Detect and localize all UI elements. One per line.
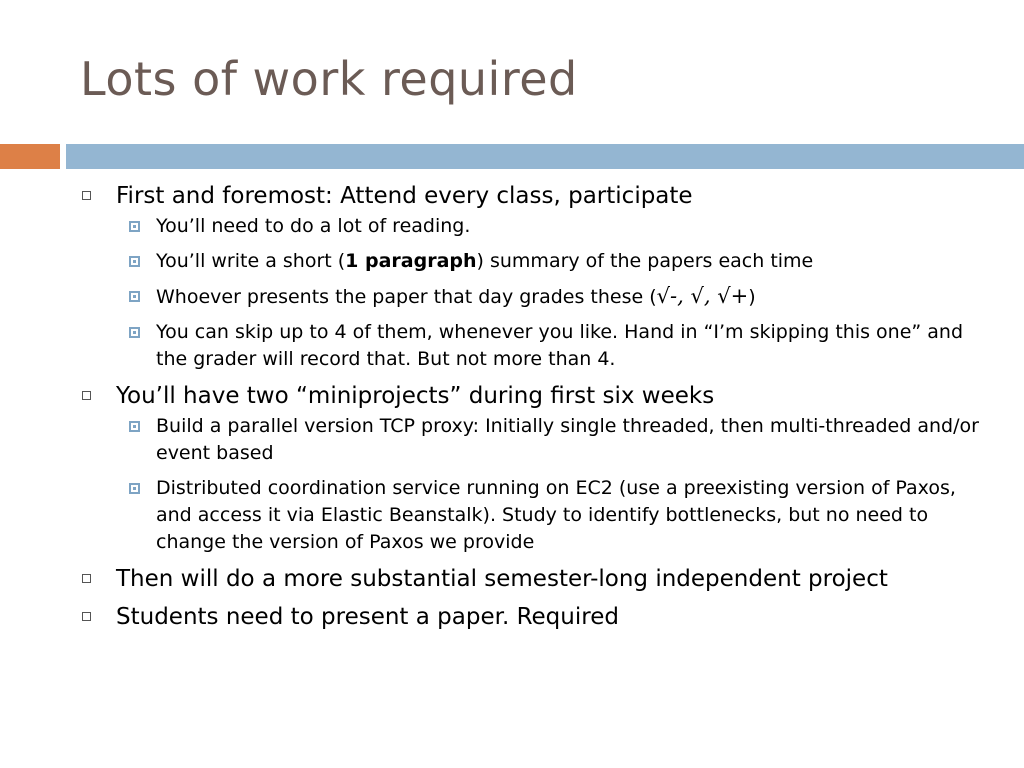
filled-square-bullet-icon: [129, 483, 140, 494]
square-bullet-icon: [82, 391, 91, 400]
square-bullet-icon: [82, 574, 91, 583]
bullet-miniprojects: [82, 381, 982, 556]
bullet-text: You’ll have two “miniprojects” during first six weeks: [116, 383, 715, 409]
bullet-semester-project: [82, 564, 982, 594]
filled-square-bullet-icon: [129, 291, 140, 302]
slide-content: [82, 181, 982, 632]
square-bullet-icon: [82, 612, 91, 621]
sub-bullet-text-pre: You’ll write a short (: [156, 250, 346, 272]
filled-square-bullet-icon: [129, 421, 140, 432]
sub-bullet-text: You’ll need to do a lot of reading.: [156, 215, 471, 237]
bullet-present-paper: [82, 602, 982, 632]
sub-bullet-list: [121, 413, 982, 556]
sub-bullet-reading: [121, 213, 982, 240]
sub-bullet-text-bold: 1 paragraph: [345, 250, 477, 272]
sub-bullet-text: Build a parallel version TCP proxy: Initially single threaded, then multi-threaded and/or event based: [156, 415, 979, 464]
sub-bullet-tcp-proxy: [121, 413, 982, 467]
filled-square-bullet-icon: [129, 221, 140, 232]
accent-bar-blue: [66, 144, 1024, 169]
sub-bullet-list: [121, 213, 982, 373]
square-bullet-icon: [82, 191, 91, 200]
check-marks-text: √-, √, √+: [656, 284, 749, 308]
bullet-text: Students need to present a paper. Required: [116, 604, 619, 630]
slide-title: Lots of work required: [80, 52, 578, 106]
bullet-text: Then will do a more substantial semester-long independent project: [116, 566, 888, 592]
filled-square-bullet-icon: [129, 327, 140, 338]
sub-bullet-text-post: ): [748, 286, 756, 308]
sub-bullet-text-post: ) summary of the papers each time: [476, 250, 814, 272]
accent-bar-orange: [0, 144, 60, 169]
sub-bullet-skip: [121, 319, 982, 373]
sub-bullet-summary: [121, 248, 982, 275]
sub-bullet-text-pre: Whoever presents the paper that day grades these (: [156, 286, 657, 308]
sub-bullet-grading: [121, 283, 982, 311]
sub-bullet-coordination-service: [121, 475, 982, 556]
bullet-attend: [82, 181, 982, 373]
filled-square-bullet-icon: [129, 256, 140, 267]
sub-bullet-text: Distributed coordination service running on EC2 (use a preexisting version of Paxos, and access it via Elastic Beanstalk). Study to identify bottlenecks, but no need to change the version of Paxos we provide: [156, 477, 956, 553]
sub-bullet-text: You can skip up to 4 of them, whenever you like. Hand in “I’m skipping this one” and the grader will record that. But not more than 4.: [156, 321, 964, 370]
bullet-text: First and foremost: Attend every class, participate: [116, 183, 693, 209]
